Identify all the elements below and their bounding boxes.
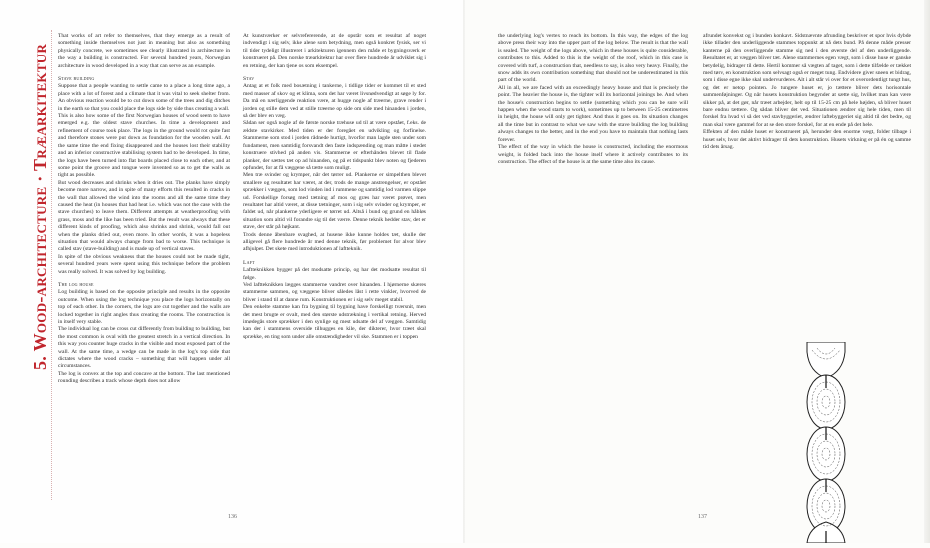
page-number-right: 137 — [698, 514, 707, 520]
paragraph: The effect of the way in which the house is constructed, including the enormous weight, is folded back into the house itself where it actively contributes to its construction. The effect of the house is at the same time also its cause. — [498, 144, 688, 165]
paragraph: the underlying log's vertex to reach its bottom. In this way, the edges of the log above press their way into the upper part of the log below. The result is that the wall is sealed. The weight of the logs above, which in these houses is quite considerable, contributes to this. Added to this is the weight of the roof, which in this case is covered with turf, a construction that, needless to say, is also very heavy. Finally, the snow adds its own contribution something that should not be underestimated in this part of the world. — [498, 33, 688, 84]
english-column-left — [58, 33, 230, 386]
section-heading-log-house: The log house — [58, 282, 94, 288]
paragraph: Sådan ser også nogle af de første norske træhuse ud til at være opstået, f.eks. de ældste stavkirker. Med tiden er der foregået en udvikling og forfinelse. Stammerne som stod i jorden rådnede hurtigt, hvorfor man lagde sten under som fundament, men samtidig forsvandt den faste indspænding og man måtte i stedet konstruere stivhed på anden vis. Stammerne er efterhånden blevet til flade planker, der sættes tæt op ad hinanden, og på et tidspunkt blev noten og fjederen opfundet, for at få væggene så tætte som muligt. — [243, 120, 426, 171]
paragraph: Men træ svinder og krymper, når det tørrer ud. Plankerne er simpelthen blevet smallere og resultatet har været, at der, trods de mange anstrengelser, er opstået sprækker i væggen, som lod vinden ind i rummene og samtidig lod varmen slippe ud. Forskellige forsøg med tætning af mos og græs har været prøvet, men resultatet har altid været, at disse tætninger, som i sig selv svinder og krymper, er faldet ud, når plankerne yderligere er tørret ud. Altså i bund og grund en håbløs situation som altid vil forandre sig til det værre. Denne teknik hedder stav, det er stave, der står på højkant. — [243, 172, 426, 231]
chapter-title: 5. Wood-architecture · Træarkitektur — [30, 43, 50, 370]
paragraph: This is also how some of the first Norwegian houses of wood seem to have emerged e.g. the oldest stave churches. In time a development and refinement of course took place. The logs in the ground would rot quite fast and therefore stones were put down as foundation for the wooden wall. At the same time the end fixing disappeared and the houses lost their stability and an inferior constructive stabilising system had to be developed. In time, the logs have been turned into flat boards placed close to each other, and at some point the groove and tongue were invented so as to get the walls as tight as possible. — [58, 113, 230, 179]
page-edge — [924, 0, 930, 543]
paragraph: Laftteknikken bygger på det modsatte princip, og har det modsatte resultat til følge. — [243, 267, 426, 281]
intro-paragraph: That works of art refer to themselves, that they emerge as a result of something inside themselves not just in meaning but also as something physically concrete, we sometimes see clearly illustrated in architecture in the way a building is constructed. For several hundred years, Norwegian architecture in wood developed in a way that can serve as an example. — [58, 33, 230, 69]
stacked-log-cross-section-icon — [803, 342, 849, 543]
danish-column-left — [243, 33, 426, 341]
paragraph: Antag at et folk med bosætning i tankerne, i tidlige tider er kommet til et sted med masser af skov og et klima, som det har været livsnødvendigt at søge ly for. Da må en nærliggende reaktion være, at hugge nogle af træerne, grave render i jorden og stille dem ved at stille træerne op side om side med hinanden i jorden, så der blev en væg. — [243, 83, 426, 120]
section-heading-stav: Stav — [243, 76, 255, 83]
paragraph: The log is convex at the top and concave at the bottom. The last mentioned rounding describes a track whose depth does not allow — [58, 370, 230, 385]
paragraph: Log building is based on the opposite principle and results in the opposite outcome. When using the log technique you place the logs horizontally on top of each other. In the corners, the logs are cut together and the walls are locked together in right angles thus creating the rooms. The construction is in itself very stable. — [58, 289, 230, 326]
english-column-right — [498, 33, 688, 166]
left-page — [0, 0, 465, 543]
section-heading-stave-building: Stave building — [58, 76, 95, 83]
section-heading-laft: Laft — [243, 259, 255, 266]
paragraph: All in all, we are faced with an exceedingly heavy house and that is precisely the point. The heavier the house is, the tighter will its horizontal joinings be. And when the house's construction begins to settle (something which you can be sure will happen when the wood starts to work), sometimes up to between 15-25 centimetres in height, the house will only get tighter. And thus it goes on. Its situation changes all the time but in contrast to what we saw with the stave building the log building always changes to the better, and in the end you have to maintain that nothing lasts forever. — [498, 84, 688, 143]
intro-paragraph: At kunstværker er selvrefererende, at de opstår som et resultat af noget indvendigt i sig selv, ikke alene som betydning, men også konkret fysisk, ser vi til tider tydeligt illustreret i arkitekturen igennem den måde et bygningsværk er konstrueret på. Den norske træarkitektur har over flere hundrede år udviklet sig i en retning, der kan tjene os som eksempel. — [243, 33, 426, 69]
paragraph: Trods denne åbenbare svaghed, at husene ikke kunne holdes tæt, skulle der alligevel gå flere hundrede år med denne teknik, før problemet for alvor blev afhjulpet. Det skete med introduktionen af laftteknik. — [243, 231, 426, 253]
paragraph: afrundet konvekst og i bunden konkavt. Sidstnævnte afrunding beskriver et spor hvis dybde ikke tillader den underliggende stammes toppunkt at nå dets bund. På denne måde presser kanterne på den overliggende stamme sig ned i den øverste del af den underliggende. Resultatet er, at væggen bliver tæt. Alene stammernes egen vægt, som i disse huse er ganske betydelig, bidrager til dette. Hertil kommer så vægten af taget, som i dette tilfælde er tækket med tørv, en konstruktion som selvsagt også er meget tung. Endvidere giver sneen et bidrag, som i disse egne ikke skal undervurderes. Alt i alt står vi over for et overordentligt tungt hus, og det er netop pointen. Jo tungere huset er, jo tættere bliver dets horisontale sammenføjninger. Og når husets konstruktion begynder at sætte sig, hvilket man kan være sikker på, at det gør, når træet arbejder, helt op til 15-25 cm på hele højden, så bliver huset bare endnu tættere. Og sådan bliver det ved. Situationen ændrer sig hele tiden, men til forskel fra hvad vi så det ved stavbyggeriet, ændrer laftebyggeriet sig altid til det bedre, og man skal være gammel for at se den store forskel, for at en ende på det hele. — [703, 33, 911, 128]
paragraph: Ved laftteknikken lægges stammerne vandret over hinanden. I hjørnerne skæres stammerne sammen, og væggene bliver således låst i rette vinkler, hvorved de bliver i stand til at danne rum. Konstruktionen er i sig selv meget stabil. — [243, 282, 426, 303]
right-page — [465, 0, 930, 543]
paragraph: The individual log can be cross cut differently from building to building, but the most common is oval with the greatest stretch in a vertical direction. In this way you counter huge cracks in the visible and most exposed part of the wall. At the same time, a wedge can be made in the log's top side that dictates where the wood cracks – something that will happen under all circumstances. — [58, 326, 230, 370]
page-number-left: 136 — [228, 514, 237, 520]
chapter-title-vertical — [10, 30, 50, 370]
paragraph: But wood decreases and shrinks when it dries out. The planks have simply become more narrow, and in spite of many efforts this resulted in cracks in the wall that allowed the wind into the rooms and all the same time they caused the heat (in houses that had heat i.e. which was not the case with the stave churches) to leave them. Different attempts at weatherproofing with grass, moss and the like has been tried. But the result was always that these different kinds of proofing, which also shrinks and shrink, would fall out when the planks dried out, even more. In other words, it was a hopeless situation that would always change from bad to worse. This technique is called stav (stave-building) and is made up of vertical staves. — [58, 179, 230, 253]
paragraph: Suppose that a people wanting to settle came to a place a long time ago, a place with a lot of forest and a climate that it was vital to seek shelter from. An obvious reaction would be to cut down some of the trees and dig ditches in the earth so that you could place the logs side by side thus creating a wall. — [58, 83, 230, 112]
paragraph: In spite of the obvious weakness that the houses could not be made tight, several hundred years were spent using this technique before the problem was really solved. It was solved by log building. — [58, 253, 230, 275]
paragraph: Den enkelte stamme kan fra bygning til bygning have forskelligt tværsnit, men det mest brugte er ovalt, med den største udstrækning i vertikal retning. Herved imødegås store sprækker i den synlige og mest udsatte del af væggen. Samtidig kan der i stammens overside tilhugges en kile, der dikterer, hvor træet skal sprække, en ting som under alle omstændigheder vil ske. Stammen er i toppen — [243, 304, 426, 340]
paragraph: Effekten af den måde huset er konstrueret på, herunder den enorme vægt, folder tilbage i huset selv, hvor det aktivt bidrager til dets konstruktion. Husets virkning er på én og samme tid dets årsag. — [703, 129, 911, 151]
danish-column-right — [703, 33, 911, 152]
margin-rule — [51, 30, 52, 500]
